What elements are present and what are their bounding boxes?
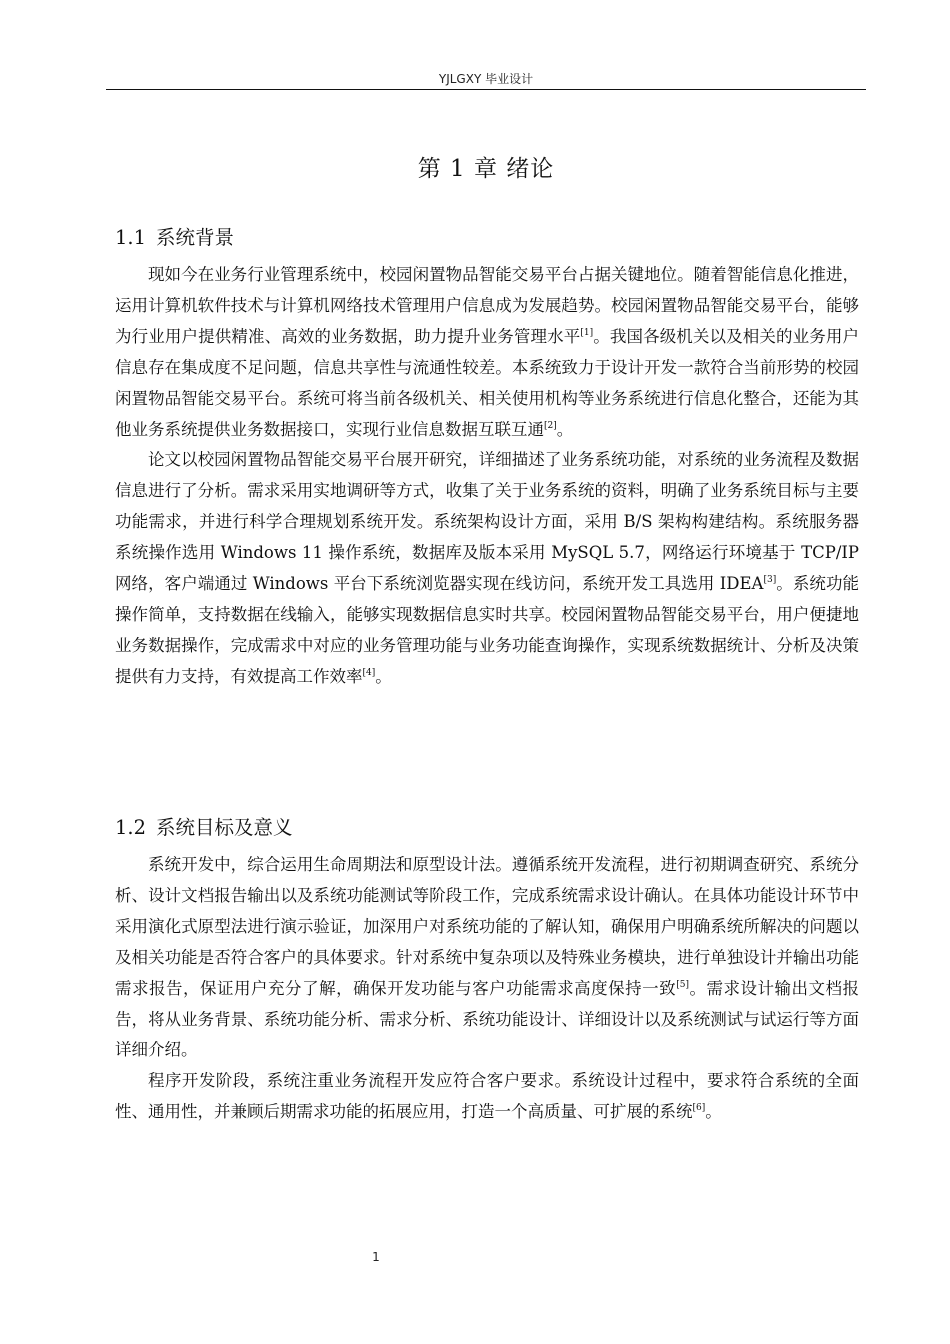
section-heading [115, 223, 859, 253]
citation-ref: [1] [580, 327, 594, 338]
paragraph-text: 。我国各级机关以及相关的业务用户信息存在集成度不足问题，信息共享性与流通性较差。本系统致力于设计开发一款符合当前形势的校园闲置物品智能交易平台。系统可将当前各级机关、相关使用机构等业务系统进行信息化整合，还能为其他业务系统提供业务数据接口，实现行业信息数据互联互通 [115, 326, 860, 439]
section-title: 系统背景 [156, 226, 235, 249]
section-number: 1.2 [115, 816, 147, 839]
section-number: 1.1 [115, 226, 147, 249]
paragraph-text: 论文以校园闲置物品智能交易平台展开研究，详细描述了业务系统功能，对系统的业务流程及数据信息进行了分析。需求采用实地调研等方式，收集了关于业务系统的资料，明确了业务系统目标与主要功能需求，并进行科学合理规划系统开发。系统架构设计方面，采用 B/S 架构构建结构。系统服务器系统操作选用 Windows 11 操作系统，数据库及版本采用 MySQL 5.7，网络运行环境基于 TCP/IP 网络，客户端通过 Windows 平台下系统浏览器实现在线访问，系统开发工具选用 IDEA [115, 450, 859, 594]
citation-ref: [6] [692, 1103, 706, 1114]
section-1-2 [115, 813, 859, 1128]
section-heading [115, 813, 859, 843]
paragraph-text: 。 [375, 666, 392, 686]
paragraph-text: 现如今在业务行业管理系统中，校园闲置物品智能交易平台占据关键地位。随着智能信息化推进，运用计算机软件技术与计算机网络技术管理用户信息成为发展趋势。校园闲置物品智能交易平台，能够为行业用户提供精准、高效的业务数据，助力提升业务管理水平 [115, 265, 859, 346]
citation-ref: [3] [763, 575, 777, 586]
running-header: YJLGXY 毕业设计 [438, 72, 534, 86]
paragraph [115, 850, 859, 1066]
section-1-1 [115, 223, 859, 693]
paragraph-text: 程序开发阶段，系统注重业务流程开发应符合客户要求。系统设计过程中，要求符合系统的全面性、通用性，并兼顾后期需求功能的拓展应用，打造一个高质量、可扩展的系统 [115, 1071, 859, 1122]
chapter-title: 第 1 章 绪论 [417, 156, 555, 182]
header-rule [106, 89, 866, 90]
citation-ref: [5] [676, 979, 689, 990]
section-title: 系统目标及意义 [156, 816, 293, 839]
paragraph-text: 。 [556, 419, 574, 439]
paragraph-text: 。系统功能操作简单，支持数据在线输入，能够实现数据信息实时共享。校园闲置物品智能交易平台，用户便捷地业务数据操作，完成需求中对应的业务管理功能与业务功能查询操作，实现系统数据统计、分析及决策提供有力支持，有效提高工作效率 [115, 574, 859, 686]
paragraph [115, 1066, 859, 1128]
paragraph-text: 系统开发中，综合运用生命周期法和原型设计法。遵循系统开发流程，进行初期调查研究、系统分析、设计文档报告输出以及系统功能测试等阶段工作，完成系统需求设计确认。在具体功能设计环节中采用演化式原型法进行演示验证，加深用户对系统功能的了解认知，确保用户明确系统所解决的问题以及相关功能是否符合客户的具体要求。针对系统中复杂项以及特殊业务模块，进行单独设计并输出功能需求报告，保证用户充分了解，确保开发功能与客户功能需求高度保持一致 [115, 855, 859, 998]
citation-ref: [2] [544, 420, 557, 431]
paragraph-text: 。 [705, 1102, 722, 1122]
citation-ref: [4] [362, 667, 376, 678]
paragraph [115, 445, 859, 692]
paragraph [115, 260, 859, 445]
paragraph-text: 。需求设计输出文档报告，将从业务背景、系统功能分析、需求分析、系统功能设计、详细设计以及系统测试与试运行等方面详细介绍。 [115, 978, 860, 1060]
page-number: 1 [372, 1250, 380, 1264]
